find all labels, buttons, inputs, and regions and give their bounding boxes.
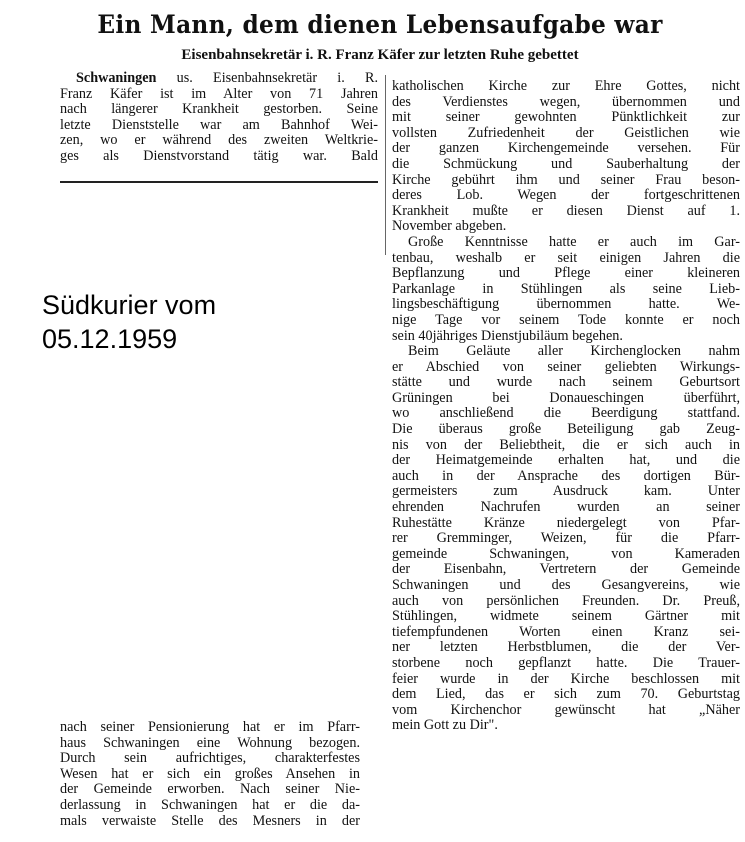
column-right: [392, 79, 740, 734]
text-line: ges als Dienstvorstand tätig war. Bald: [60, 147, 378, 164]
text-line: auch in der Ansprache des dortigen Bür-: [392, 467, 740, 484]
text-line: wo anschließend die Beerdigung stattfand.: [392, 405, 740, 422]
text-line: dem Lied, das er sich zum 70. Geburtstag: [392, 686, 740, 703]
text-line: haus Schwaningen eine Wohnung bezogen.: [60, 734, 360, 751]
text-line: der ganzen Kirchengemeinde versehen. Für: [392, 140, 740, 157]
text-line: nis von der Beliebtheit, die er sich auch in: [392, 436, 740, 453]
text-line: Beim Geläute aller Kirchenglocken nahm: [408, 343, 740, 360]
column-left-top: [60, 71, 378, 165]
caption-date: 05.12.1959: [42, 324, 178, 354]
text-line: gemeinde Schwaningen, von Kameraden: [392, 545, 740, 562]
text-line: germeisters zum Ausdruck kam. Unter: [392, 483, 740, 500]
text-line: November abgeben.: [392, 218, 507, 235]
text-line: mals verwaiste Stelle des Mesners in der: [60, 812, 360, 829]
text-line: derlassung in Schwaningen hat er die da-: [60, 796, 360, 813]
text-line: vom Kirchenchor gewünscht hat „Näher: [392, 701, 740, 718]
text-line: der Gemeinde erworben. Nach seiner Nie-: [60, 781, 360, 798]
text-line: rer Gremminger, Weizen, für die Pfarr-: [392, 530, 740, 547]
article-headline: Ein Mann, dem dienen Lebensaufgabe war: [97, 10, 663, 39]
text-line: Grüningen bei Donaueschingen überführt,: [392, 389, 740, 406]
text-line: nige Tage vor seinem Tode konnte er noch: [392, 311, 740, 328]
text-line: Franz Käfer ist im Alter von 71 Jahren: [60, 85, 378, 102]
paragraph-church-service: [392, 79, 740, 235]
text-line: ehrenden Nachrufen wurden an seiner: [392, 499, 740, 516]
text-line: tiefempfundenen Worten einen Kranz sei-: [392, 623, 740, 640]
text-line: Schwaningen us. Eisenbahnsekretär i. R.: [76, 70, 379, 86]
text-line: Große Kenntnisse hatte er auch im Gar-: [408, 233, 740, 250]
text-line: Kirche gebührt ihm und seiner Frau beson-: [392, 171, 740, 188]
caption-publication: Südkurier vom: [42, 290, 217, 320]
text-line: storbene noch gepflanzt hatte. Die Trauer-: [392, 654, 740, 671]
text-line: Die überaus große Beteiligung gab Zeug-: [392, 421, 740, 438]
text-line: nach längerer Krankheit gestorben. Seine: [60, 101, 378, 118]
text-line: Parkanlage in Stühlingen als seine Lieb-: [392, 280, 740, 297]
text-line: katholischen Kirche zur Ehre Gottes, nicht: [392, 78, 740, 94]
text-line: Krankheit mußte er diesen Dienst auf 1.: [392, 202, 740, 219]
text-line: die Schmückung und Sauberhaltung der: [392, 155, 740, 172]
text-line: Ruhestätte Kränze niedergelegt von Pfar-: [392, 514, 740, 531]
paragraph-gardening: [392, 235, 740, 344]
text-line: ner letzten Herbstblumen, die der Ver-: [392, 639, 740, 656]
column-end-rule: [60, 181, 378, 183]
paragraph-funeral: [392, 344, 740, 734]
text-line: Wesen hat er sich ein großes Ansehen in: [60, 765, 360, 782]
text-line: des Verdienstes wegen, übernommen und: [392, 93, 740, 110]
text-line: der Heimatgemeinde erhalten hat, und die: [392, 452, 740, 469]
text-line: lingsbeschäftigung übernommen hatte. We-: [392, 296, 740, 313]
text-line: der Eisenbahn, Vertretern der Gemeinde: [392, 561, 740, 578]
column-divider: [385, 75, 386, 255]
text-line: deres Lob. Wegen der fortgeschrittenen: [392, 187, 740, 204]
text-line: letzte Dienststelle war am Bahnhof Wei-: [60, 116, 378, 133]
text-line: Durch sein aufrichtiges, charakterfestes: [60, 750, 360, 767]
article-subheadline: Eisenbahnsekretär i. R. Franz Käfer zur letzten Ruhe gebettet: [181, 47, 579, 63]
text-line: stätte und wurde nach seinem Geburtsort: [392, 374, 740, 391]
text-line: er Abschied von seiner geliebten Wirkungs-: [392, 358, 740, 375]
text-line: feier wurde in der Kirche beschlossen mit: [392, 670, 740, 687]
text-line: Bepflanzung und Pflege einer kleineren: [392, 265, 740, 282]
text-line: sein 40jähriges Dienstjubiläum begehen.: [392, 327, 623, 344]
text-line: mit seiner gewohnten Pünktlichkeit zur: [392, 109, 740, 126]
text-line: Schwaningen und des Gesangvereins, wie: [392, 577, 740, 593]
text-line: mein Gott zu Dir".: [392, 717, 498, 734]
text-line: nach seiner Pensionierung hat er im Pfarr-: [60, 719, 360, 735]
text-line: Stühlingen, widmete seinem Gärtner mit: [392, 608, 740, 625]
text-line: zen, wo er während des zweiten Weltkrie-: [60, 132, 378, 149]
text-line: tenbau, weshalb er seit einigen Jahren die: [392, 249, 740, 266]
text-line: vollsten Zufriedenheit der Geistlichen wie: [392, 124, 740, 141]
source-caption: [42, 288, 216, 356]
column-left-continued: [60, 720, 360, 829]
dateline: Schwaningen: [76, 70, 157, 86]
text-line: auch von persönlichen Freunden. Dr. Preuß,: [392, 592, 740, 609]
